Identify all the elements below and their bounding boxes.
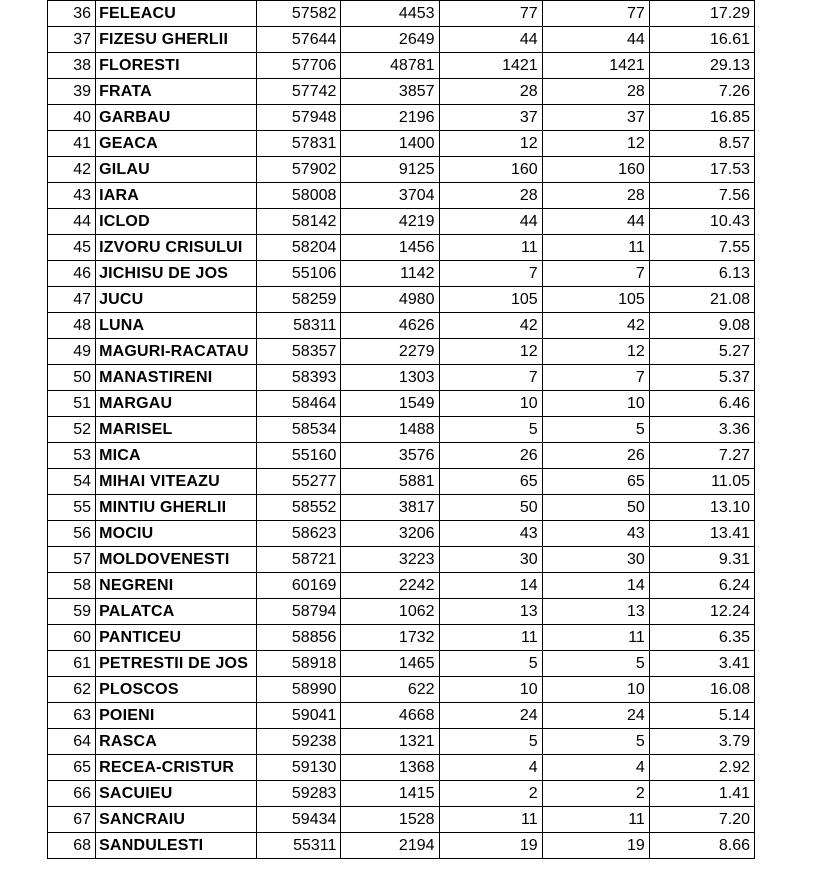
locality-name-cell[interactable]: JUCU: [96, 287, 257, 313]
siruta-code-cell[interactable]: 59130: [257, 755, 341, 781]
row-index-cell[interactable]: 55: [48, 495, 96, 521]
locality-name-cell[interactable]: MOLDOVENESTI: [96, 547, 257, 573]
total-value-cell[interactable]: 1415: [341, 781, 439, 807]
row-index-cell[interactable]: 63: [48, 703, 96, 729]
total-value-cell[interactable]: 3857: [341, 79, 439, 105]
locality-name-cell[interactable]: JICHISU DE JOS: [96, 261, 257, 287]
locality-name-cell[interactable]: PLOSCOS: [96, 677, 257, 703]
total-value-cell[interactable]: 3576: [341, 443, 439, 469]
percentage-cell[interactable]: 6.13: [649, 261, 754, 287]
row-index-cell[interactable]: 50: [48, 365, 96, 391]
count-b-cell[interactable]: 10: [542, 391, 649, 417]
percentage-cell[interactable]: 12.24: [649, 599, 754, 625]
percentage-cell[interactable]: 10.43: [649, 209, 754, 235]
siruta-code-cell[interactable]: 58856: [257, 625, 341, 651]
row-index-cell[interactable]: 51: [48, 391, 96, 417]
siruta-code-cell[interactable]: 58534: [257, 417, 341, 443]
siruta-code-cell[interactable]: 58990: [257, 677, 341, 703]
locality-name-cell[interactable]: MICA: [96, 443, 257, 469]
total-value-cell[interactable]: 4453: [341, 1, 439, 27]
count-a-cell[interactable]: 44: [439, 27, 542, 53]
count-b-cell[interactable]: 37: [542, 105, 649, 131]
total-value-cell[interactable]: 2649: [341, 27, 439, 53]
percentage-cell[interactable]: 9.31: [649, 547, 754, 573]
table-row: [48, 339, 755, 365]
total-value-cell[interactable]: 3704: [341, 183, 439, 209]
total-value-cell[interactable]: 2242: [341, 573, 439, 599]
row-index-cell[interactable]: 42: [48, 157, 96, 183]
count-a-cell[interactable]: 44: [439, 209, 542, 235]
count-a-cell[interactable]: 12: [439, 339, 542, 365]
percentage-cell[interactable]: 9.08: [649, 313, 754, 339]
count-b-cell[interactable]: 19: [542, 833, 649, 859]
count-b-cell[interactable]: 12: [542, 131, 649, 157]
count-a-cell[interactable]: 77: [439, 1, 542, 27]
count-b-cell[interactable]: 30: [542, 547, 649, 573]
count-b-cell[interactable]: 5: [542, 417, 649, 443]
total-value-cell[interactable]: 1321: [341, 729, 439, 755]
total-value-cell[interactable]: 1062: [341, 599, 439, 625]
locality-name-cell[interactable]: IZVORU CRISULUI: [96, 235, 257, 261]
siruta-code-cell[interactable]: 58721: [257, 547, 341, 573]
row-index-cell[interactable]: 41: [48, 131, 96, 157]
spreadsheet-table-container: [47, 0, 755, 859]
table-row: [48, 651, 755, 677]
count-a-cell[interactable]: 7: [439, 365, 542, 391]
locality-name-cell[interactable]: PANTICEU: [96, 625, 257, 651]
table-row: [48, 27, 755, 53]
table-row: [48, 755, 755, 781]
count-b-cell[interactable]: 42: [542, 313, 649, 339]
siruta-code-cell[interactable]: 58464: [257, 391, 341, 417]
locality-name-cell[interactable]: MIHAI VITEAZU: [96, 469, 257, 495]
count-b-cell[interactable]: 13: [542, 599, 649, 625]
siruta-code-cell[interactable]: 58552: [257, 495, 341, 521]
count-b-cell[interactable]: 28: [542, 183, 649, 209]
count-b-cell[interactable]: 160: [542, 157, 649, 183]
count-b-cell[interactable]: 11: [542, 625, 649, 651]
count-b-cell[interactable]: 26: [542, 443, 649, 469]
percentage-cell[interactable]: 17.53: [649, 157, 754, 183]
percentage-cell[interactable]: 5.27: [649, 339, 754, 365]
percentage-cell[interactable]: 2.92: [649, 755, 754, 781]
siruta-code-cell[interactable]: 57948: [257, 105, 341, 131]
total-value-cell[interactable]: 2279: [341, 339, 439, 365]
total-value-cell[interactable]: 1488: [341, 417, 439, 443]
siruta-code-cell[interactable]: 58357: [257, 339, 341, 365]
siruta-code-cell[interactable]: 57902: [257, 157, 341, 183]
percentage-cell[interactable]: 16.85: [649, 105, 754, 131]
locality-name-cell[interactable]: SANCRAIU: [96, 807, 257, 833]
siruta-code-cell[interactable]: 59041: [257, 703, 341, 729]
count-a-cell[interactable]: 5: [439, 417, 542, 443]
total-value-cell[interactable]: 4626: [341, 313, 439, 339]
count-b-cell[interactable]: 65: [542, 469, 649, 495]
row-index-cell[interactable]: 45: [48, 235, 96, 261]
row-index-cell[interactable]: 52: [48, 417, 96, 443]
table-row: [48, 443, 755, 469]
count-a-cell[interactable]: 24: [439, 703, 542, 729]
locality-name-cell[interactable]: MANASTIRENI: [96, 365, 257, 391]
row-index-cell[interactable]: 37: [48, 27, 96, 53]
percentage-cell[interactable]: 16.61: [649, 27, 754, 53]
row-index-cell[interactable]: 66: [48, 781, 96, 807]
locality-name-cell[interactable]: GARBAU: [96, 105, 257, 131]
locality-name-cell[interactable]: PALATCA: [96, 599, 257, 625]
percentage-cell[interactable]: 3.41: [649, 651, 754, 677]
percentage-cell[interactable]: 7.26: [649, 79, 754, 105]
row-index-cell[interactable]: 48: [48, 313, 96, 339]
count-a-cell[interactable]: 160: [439, 157, 542, 183]
locality-name-cell[interactable]: LUNA: [96, 313, 257, 339]
total-value-cell[interactable]: 1400: [341, 131, 439, 157]
siruta-code-cell[interactable]: 57706: [257, 53, 341, 79]
count-a-cell[interactable]: 28: [439, 79, 542, 105]
table-row: [48, 53, 755, 79]
count-b-cell[interactable]: 14: [542, 573, 649, 599]
percentage-cell[interactable]: 13.10: [649, 495, 754, 521]
count-b-cell[interactable]: 5: [542, 729, 649, 755]
count-a-cell[interactable]: 37: [439, 105, 542, 131]
percentage-cell[interactable]: 21.08: [649, 287, 754, 313]
count-a-cell[interactable]: 28: [439, 183, 542, 209]
row-index-cell[interactable]: 64: [48, 729, 96, 755]
siruta-code-cell[interactable]: 55160: [257, 443, 341, 469]
percentage-cell[interactable]: 16.08: [649, 677, 754, 703]
table-row: [48, 209, 755, 235]
table-row: [48, 1, 755, 27]
siruta-code-cell[interactable]: 60169: [257, 573, 341, 599]
siruta-code-cell[interactable]: 58204: [257, 235, 341, 261]
siruta-code-cell[interactable]: 58918: [257, 651, 341, 677]
row-index-cell[interactable]: 67: [48, 807, 96, 833]
percentage-cell[interactable]: 11.05: [649, 469, 754, 495]
locality-name-cell[interactable]: SANDULESTI: [96, 833, 257, 859]
locality-name-cell[interactable]: RASCA: [96, 729, 257, 755]
count-b-cell[interactable]: 44: [542, 209, 649, 235]
percentage-cell[interactable]: 8.66: [649, 833, 754, 859]
locality-name-cell[interactable]: NEGRENI: [96, 573, 257, 599]
row-index-cell[interactable]: 36: [48, 1, 96, 27]
row-index-cell[interactable]: 58: [48, 573, 96, 599]
table-row: [48, 729, 755, 755]
locality-name-cell[interactable]: MOCIU: [96, 521, 257, 547]
total-value-cell[interactable]: 1456: [341, 235, 439, 261]
siruta-code-cell[interactable]: 55106: [257, 261, 341, 287]
total-value-cell[interactable]: 3206: [341, 521, 439, 547]
row-index-cell[interactable]: 60: [48, 625, 96, 651]
row-index-cell[interactable]: 54: [48, 469, 96, 495]
row-index-cell[interactable]: 62: [48, 677, 96, 703]
row-index-cell[interactable]: 47: [48, 287, 96, 313]
total-value-cell[interactable]: 9125: [341, 157, 439, 183]
table-row: [48, 183, 755, 209]
data-table: [47, 0, 755, 859]
siruta-code-cell[interactable]: 58008: [257, 183, 341, 209]
count-a-cell[interactable]: 30: [439, 547, 542, 573]
count-b-cell[interactable]: 12: [542, 339, 649, 365]
total-value-cell[interactable]: 622: [341, 677, 439, 703]
count-a-cell[interactable]: 11: [439, 807, 542, 833]
count-b-cell[interactable]: 50: [542, 495, 649, 521]
table-row: [48, 573, 755, 599]
count-a-cell[interactable]: 1421: [439, 53, 542, 79]
percentage-cell[interactable]: 29.13: [649, 53, 754, 79]
table-row: [48, 261, 755, 287]
percentage-cell[interactable]: 17.29: [649, 1, 754, 27]
total-value-cell[interactable]: 5881: [341, 469, 439, 495]
total-value-cell[interactable]: 3223: [341, 547, 439, 573]
locality-name-cell[interactable]: MAGURI-RACATAU: [96, 339, 257, 365]
locality-name-cell[interactable]: MARISEL: [96, 417, 257, 443]
locality-name-cell[interactable]: MARGAU: [96, 391, 257, 417]
count-a-cell[interactable]: 10: [439, 677, 542, 703]
total-value-cell[interactable]: 1303: [341, 365, 439, 391]
row-index-cell[interactable]: 40: [48, 105, 96, 131]
count-b-cell[interactable]: 1421: [542, 53, 649, 79]
count-a-cell[interactable]: 5: [439, 651, 542, 677]
row-index-cell[interactable]: 39: [48, 79, 96, 105]
table-row: [48, 235, 755, 261]
count-a-cell[interactable]: 26: [439, 443, 542, 469]
count-a-cell[interactable]: 13: [439, 599, 542, 625]
siruta-code-cell[interactable]: 57742: [257, 79, 341, 105]
locality-name-cell[interactable]: GEACA: [96, 131, 257, 157]
percentage-cell[interactable]: 5.37: [649, 365, 754, 391]
table-row: [48, 287, 755, 313]
total-value-cell[interactable]: 4980: [341, 287, 439, 313]
count-a-cell[interactable]: 14: [439, 573, 542, 599]
row-index-cell[interactable]: 68: [48, 833, 96, 859]
table-row: [48, 79, 755, 105]
percentage-cell[interactable]: 1.41: [649, 781, 754, 807]
table-row: [48, 391, 755, 417]
table-row: [48, 833, 755, 859]
table-row: [48, 781, 755, 807]
siruta-code-cell[interactable]: 59283: [257, 781, 341, 807]
locality-name-cell[interactable]: RECEA-CRISTUR: [96, 755, 257, 781]
percentage-cell[interactable]: 7.20: [649, 807, 754, 833]
locality-name-cell[interactable]: ICLOD: [96, 209, 257, 235]
table-row: [48, 417, 755, 443]
count-a-cell[interactable]: 105: [439, 287, 542, 313]
count-b-cell[interactable]: 11: [542, 807, 649, 833]
siruta-code-cell[interactable]: 57831: [257, 131, 341, 157]
count-b-cell[interactable]: 7: [542, 261, 649, 287]
total-value-cell[interactable]: 1528: [341, 807, 439, 833]
table-row: [48, 703, 755, 729]
table-row: [48, 677, 755, 703]
total-value-cell[interactable]: 4219: [341, 209, 439, 235]
siruta-code-cell[interactable]: 58259: [257, 287, 341, 313]
table-row: [48, 469, 755, 495]
count-b-cell[interactable]: 43: [542, 521, 649, 547]
siruta-code-cell[interactable]: 58142: [257, 209, 341, 235]
siruta-code-cell[interactable]: 55277: [257, 469, 341, 495]
total-value-cell[interactable]: 3817: [341, 495, 439, 521]
count-a-cell[interactable]: 4: [439, 755, 542, 781]
total-value-cell[interactable]: 1732: [341, 625, 439, 651]
locality-name-cell[interactable]: FELEACU: [96, 1, 257, 27]
count-b-cell[interactable]: 11: [542, 235, 649, 261]
total-value-cell[interactable]: 1549: [341, 391, 439, 417]
siruta-code-cell[interactable]: 58311: [257, 313, 341, 339]
count-b-cell[interactable]: 77: [542, 1, 649, 27]
count-a-cell[interactable]: 5: [439, 729, 542, 755]
percentage-cell[interactable]: 3.79: [649, 729, 754, 755]
count-b-cell[interactable]: 10: [542, 677, 649, 703]
table-row: [48, 599, 755, 625]
row-index-cell[interactable]: 43: [48, 183, 96, 209]
table-row: [48, 105, 755, 131]
count-a-cell[interactable]: 65: [439, 469, 542, 495]
total-value-cell[interactable]: 1368: [341, 755, 439, 781]
percentage-cell[interactable]: 13.41: [649, 521, 754, 547]
table-row: [48, 131, 755, 157]
count-b-cell[interactable]: 105: [542, 287, 649, 313]
count-a-cell[interactable]: 7: [439, 261, 542, 287]
table-row: [48, 807, 755, 833]
siruta-code-cell[interactable]: 59434: [257, 807, 341, 833]
siruta-code-cell[interactable]: 55311: [257, 833, 341, 859]
locality-name-cell[interactable]: FLORESTI: [96, 53, 257, 79]
table-row: [48, 521, 755, 547]
locality-name-cell[interactable]: GILAU: [96, 157, 257, 183]
total-value-cell[interactable]: 1142: [341, 261, 439, 287]
locality-name-cell[interactable]: POIENI: [96, 703, 257, 729]
percentage-cell[interactable]: 3.36: [649, 417, 754, 443]
count-b-cell[interactable]: 5: [542, 651, 649, 677]
count-b-cell[interactable]: 2: [542, 781, 649, 807]
locality-name-cell[interactable]: MINTIU GHERLII: [96, 495, 257, 521]
count-b-cell[interactable]: 24: [542, 703, 649, 729]
siruta-code-cell[interactable]: 57644: [257, 27, 341, 53]
row-index-cell[interactable]: 57: [48, 547, 96, 573]
table-row: [48, 157, 755, 183]
total-value-cell[interactable]: 48781: [341, 53, 439, 79]
table-row: [48, 495, 755, 521]
percentage-cell[interactable]: 6.35: [649, 625, 754, 651]
count-a-cell[interactable]: 11: [439, 235, 542, 261]
row-index-cell[interactable]: 65: [48, 755, 96, 781]
row-index-cell[interactable]: 59: [48, 599, 96, 625]
count-b-cell[interactable]: 28: [542, 79, 649, 105]
table-row: [48, 547, 755, 573]
table-row: [48, 365, 755, 391]
siruta-code-cell[interactable]: 58794: [257, 599, 341, 625]
percentage-cell[interactable]: 6.46: [649, 391, 754, 417]
locality-name-cell[interactable]: FIZESU GHERLII: [96, 27, 257, 53]
siruta-code-cell[interactable]: 59238: [257, 729, 341, 755]
table-row: [48, 625, 755, 651]
row-index-cell[interactable]: 53: [48, 443, 96, 469]
table-body: [48, 1, 755, 859]
total-value-cell[interactable]: 2196: [341, 105, 439, 131]
row-index-cell[interactable]: 44: [48, 209, 96, 235]
percentage-cell[interactable]: 7.56: [649, 183, 754, 209]
count-a-cell[interactable]: 42: [439, 313, 542, 339]
count-a-cell[interactable]: 43: [439, 521, 542, 547]
percentage-cell[interactable]: 6.24: [649, 573, 754, 599]
count-b-cell[interactable]: 7: [542, 365, 649, 391]
count-a-cell[interactable]: 11: [439, 625, 542, 651]
locality-name-cell[interactable]: PETRESTII DE JOS: [96, 651, 257, 677]
row-index-cell[interactable]: 56: [48, 521, 96, 547]
total-value-cell[interactable]: 1465: [341, 651, 439, 677]
percentage-cell[interactable]: 7.27: [649, 443, 754, 469]
locality-name-cell[interactable]: FRATA: [96, 79, 257, 105]
locality-name-cell[interactable]: IARA: [96, 183, 257, 209]
table-row: [48, 313, 755, 339]
count-a-cell[interactable]: 19: [439, 833, 542, 859]
count-a-cell[interactable]: 12: [439, 131, 542, 157]
percentage-cell[interactable]: 5.14: [649, 703, 754, 729]
siruta-code-cell[interactable]: 57582: [257, 1, 341, 27]
percentage-cell[interactable]: 8.57: [649, 131, 754, 157]
row-index-cell[interactable]: 38: [48, 53, 96, 79]
count-a-cell[interactable]: 2: [439, 781, 542, 807]
count-b-cell[interactable]: 4: [542, 755, 649, 781]
siruta-code-cell[interactable]: 58393: [257, 365, 341, 391]
total-value-cell[interactable]: 2194: [341, 833, 439, 859]
row-index-cell[interactable]: 46: [48, 261, 96, 287]
percentage-cell[interactable]: 7.55: [649, 235, 754, 261]
locality-name-cell[interactable]: SACUIEU: [96, 781, 257, 807]
total-value-cell[interactable]: 4668: [341, 703, 439, 729]
count-a-cell[interactable]: 50: [439, 495, 542, 521]
row-index-cell[interactable]: 61: [48, 651, 96, 677]
count-a-cell[interactable]: 10: [439, 391, 542, 417]
count-b-cell[interactable]: 44: [542, 27, 649, 53]
row-index-cell[interactable]: 49: [48, 339, 96, 365]
siruta-code-cell[interactable]: 58623: [257, 521, 341, 547]
